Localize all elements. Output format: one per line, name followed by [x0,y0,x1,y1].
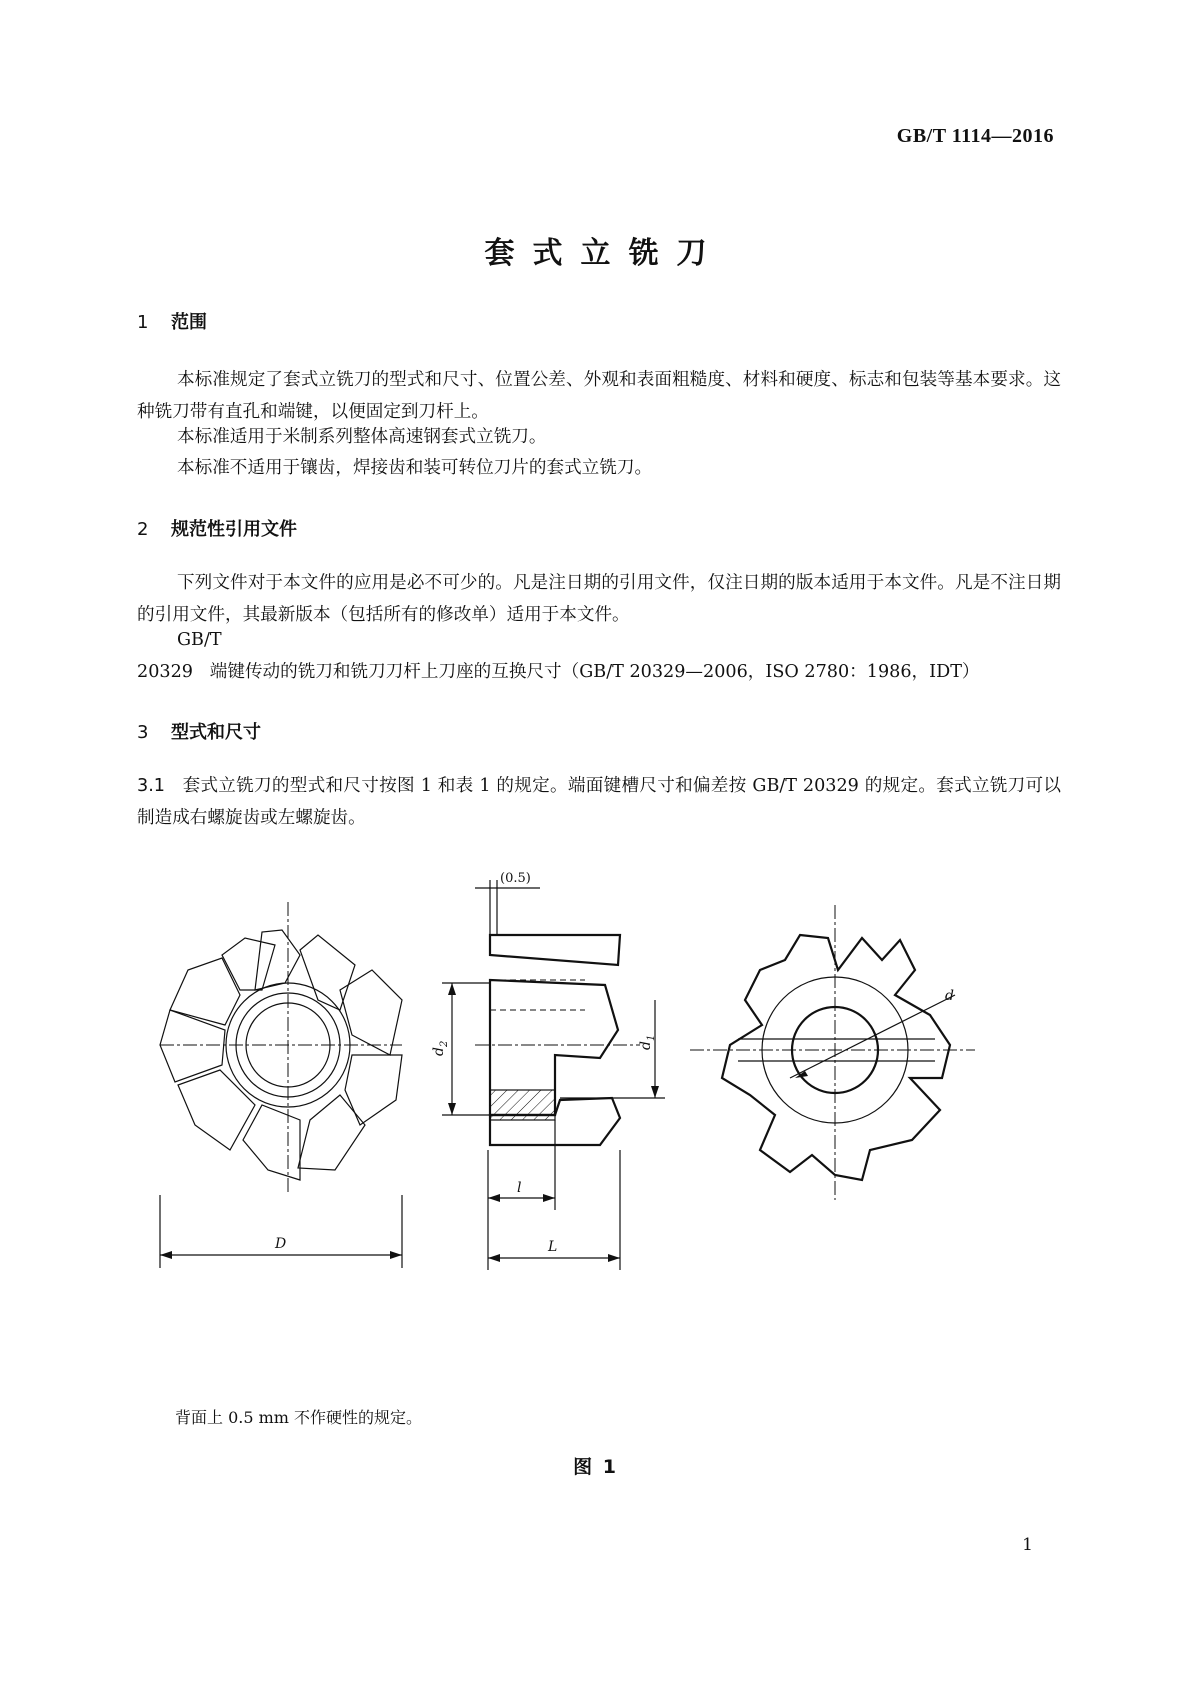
tooth-9 [170,958,240,1025]
figure-note: 背面上 0.5 mm 不作硬性的规定。 [175,1408,423,1427]
label-d1: $d_1$ [638,1034,657,1050]
clause-3-1-text: 套式立铣刀的型式和尺寸按图 1 和表 1 的规定。端面键槽尺寸和偏差按 GB/T 20329 的规定。套式立铣刀可以制造成右螺旋齿或左螺旋齿。 [137,776,1061,828]
clause-3-1 [137,770,1061,834]
clause-3-1-number: 3.1 [137,776,165,796]
label-chamfer: (0.5) [500,871,531,886]
end-view [690,905,975,1200]
figure-1-drawing [0,850,1191,1370]
tooth-6 [243,1105,300,1180]
reference-title: 端键传动的铣刀和铣刀刀杆上刀座的互换尺寸（GB/T 20329—2006，ISO 2780：1986，IDT） [209,662,980,682]
tooth-1 [255,930,300,990]
side-top-flute [490,935,620,965]
section-2-paragraph-1: 下列文件对于本文件的应用是必不可少的。凡是注日期的引用文件，仅注日期的版本适用于本文件。凡是不注日期的引用文件，其最新版本（包括所有的修改单）适用于本文件。 [137,573,1061,625]
label-D: D [275,1236,287,1252]
standard-code: GB/T 1114—2016 [896,125,1054,147]
section-1-paragraph-3: 本标准不适用于镶齿，焊接齿和装可转位刀片的套式立铣刀。 [177,458,653,478]
page-number: 1 [1022,1535,1033,1555]
normative-reference [137,624,1061,688]
figure-caption: 图 1 [573,1456,618,1478]
section-1-paragraph-2: 本标准适用于米制系列整体高速钢套式立铣刀。 [177,427,547,447]
tooth-5 [298,1095,365,1170]
label-d: d [945,988,954,1004]
section-3-title: 型式和尺寸 [171,722,261,743]
section-1-heading [137,308,207,334]
section-1-paragraph-1: 本标准规定了套式立铣刀的型式和尺寸、位置公差、外观和表面粗糙度、材料和硬度、标志和包装等基本要求。这种铣刀带有直孔和端键，以便固定到刀杆上。 [137,370,1061,422]
front-view [160,902,402,1268]
dimension-d-leader [790,995,955,1078]
tooth-10 [222,938,275,990]
label-L: L [548,1239,558,1255]
end-view-outline [722,935,950,1180]
document-title: 套式立铣刀 [484,236,725,271]
keyway-section [490,1090,555,1120]
side-view [431,871,665,1270]
section-1-number: 1 [137,312,149,333]
section-2-heading [137,515,297,541]
tooth-2 [300,935,355,1010]
section-3-heading [137,718,261,744]
section-3-number: 3 [137,722,149,743]
reference-code: GB/T 20329 [137,630,222,682]
section-2-number: 2 [137,519,149,540]
label-l: l [517,1180,522,1196]
label-d2: $d_2$ [431,1040,450,1056]
tooth-4 [345,1055,402,1125]
section-1-title: 范围 [171,312,207,333]
section-2-title: 规范性引用文件 [171,519,297,540]
